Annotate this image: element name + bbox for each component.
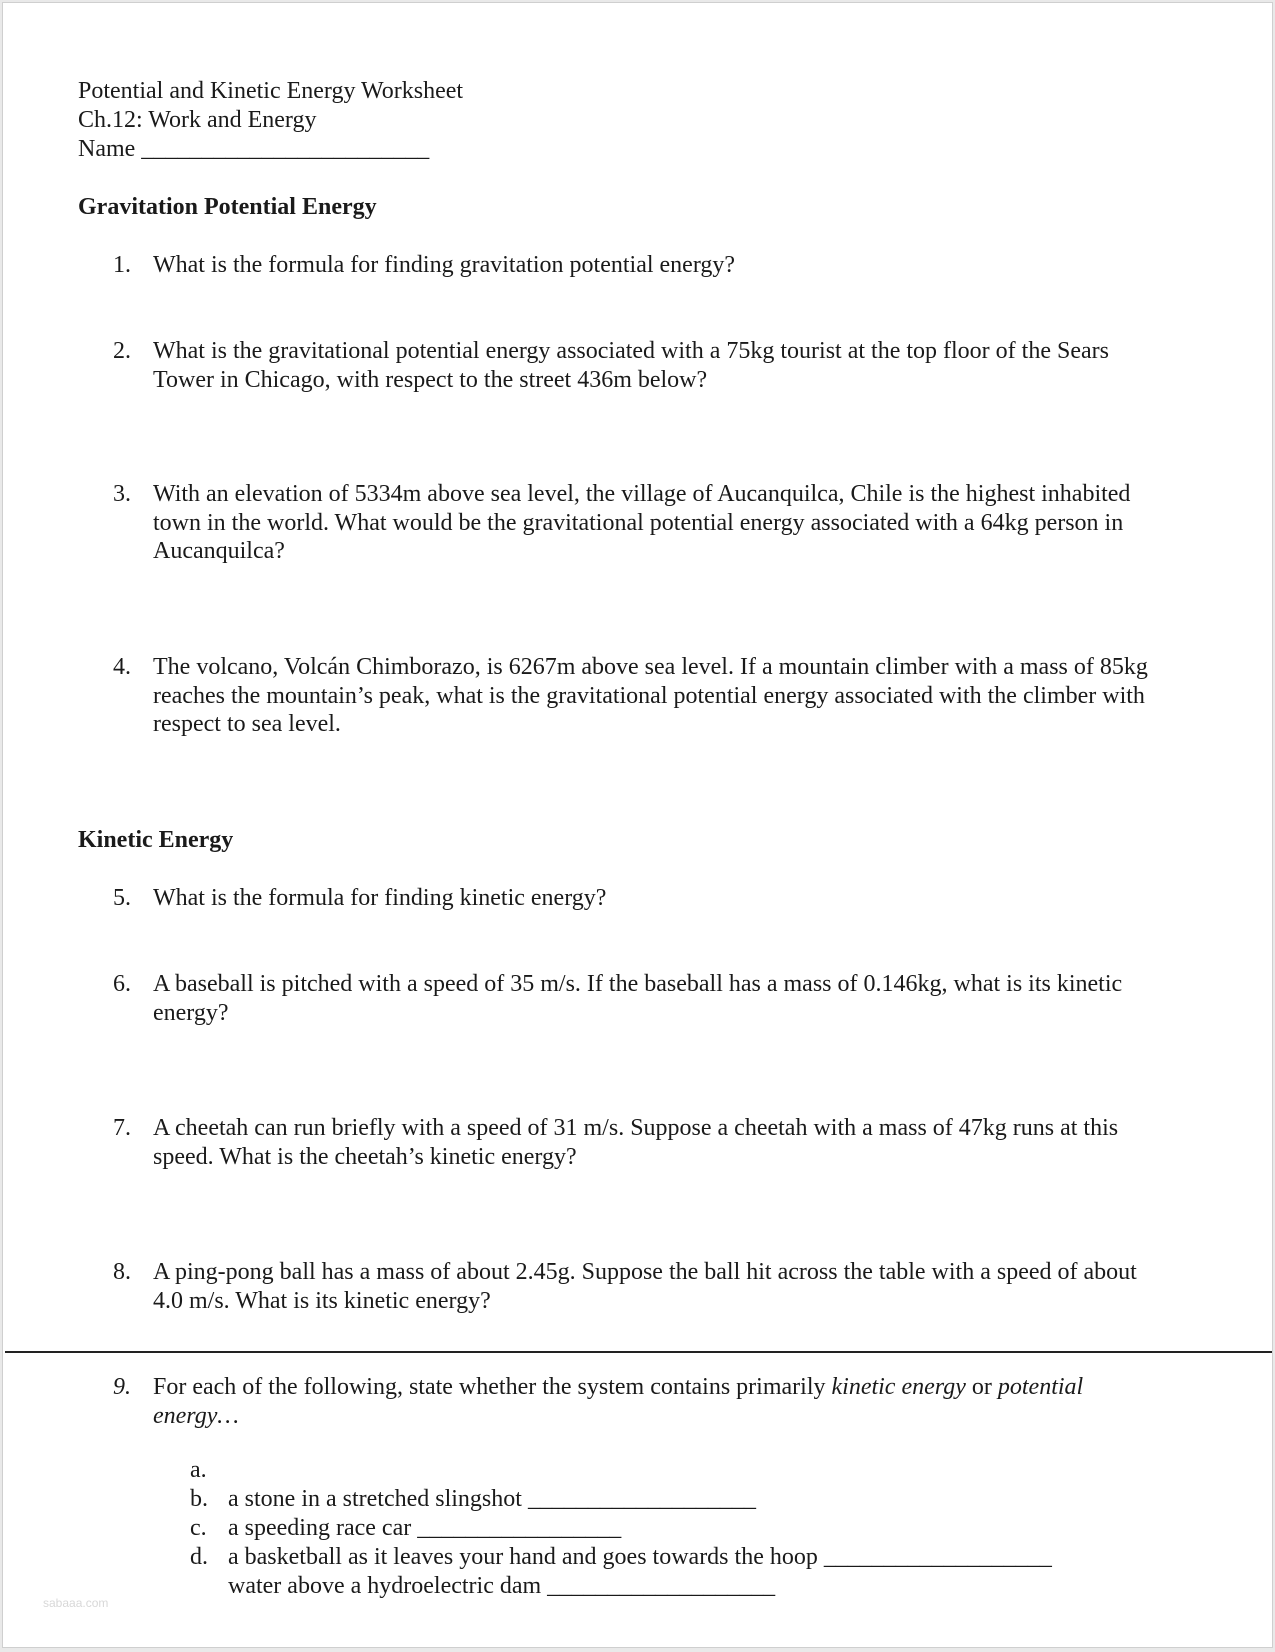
question-text-line: town in the world. What would be the gravitational potential energy associated with a 64kg person in — [153, 509, 1124, 536]
sub-question-letter: c. — [190, 1515, 207, 1541]
question-text-segment: For each of the following, state whether the system contains primarily — [153, 1374, 832, 1400]
sub-question-text: a basketball as it leaves your hand and goes towards the hoop ___________________ — [228, 1544, 1052, 1570]
sub-question-letter: b. — [190, 1486, 208, 1512]
chapter-line: Ch.12: Work and Energy — [78, 107, 317, 133]
emphasis-potential: potential — [997, 1374, 1084, 1400]
horizontal-divider — [5, 1351, 1272, 1353]
name-field-line: Name ________________________ — [78, 136, 430, 162]
question-number: 6. — [113, 971, 131, 997]
section-heading-gravitational: Gravitation Potential Energy — [78, 194, 377, 220]
question-text-line: With an elevation of 5334m above sea level, the village of Aucanquilca, Chile is the highest inhabited — [153, 481, 1131, 507]
worksheet-page — [2, 2, 1273, 1648]
question-text-line: speed. What is the cheetah’s kinetic energy? — [153, 1143, 577, 1170]
question-number: 8. — [113, 1259, 131, 1285]
worksheet-title: Potential and Kinetic Energy Worksheet — [78, 78, 464, 104]
question-number: 3. — [113, 481, 131, 507]
question-text-line: A baseball is pitched with a speed of 35 m/s. If the baseball has a mass of 0.146kg, what is its kinetic — [153, 971, 1123, 997]
sub-question-list — [190, 1427, 1052, 1599]
question-text-line — [153, 1373, 1208, 1402]
question-text: What is the formula for finding gravitation potential energy? — [153, 252, 736, 278]
question-number: 5. — [113, 885, 131, 911]
question-text-line: A cheetah can run briefly with a speed of 31 m/s. Suppose a cheetah with a mass of 47kg runs at this — [153, 1115, 1119, 1141]
question-text-line: Aucanquilca? — [153, 538, 285, 564]
question-text-line: energy… — [153, 1402, 239, 1429]
question-text-line: Tower in Chicago, with respect to the street 436m below? — [153, 366, 708, 393]
question-text-line: reaches the mountain’s peak, what is the gravitational potential energy associated with the climber with — [153, 682, 1145, 709]
emphasis-kinetic: kinetic energy — [831, 1374, 966, 1400]
worksheet-header — [78, 77, 463, 164]
watermark: sabaaa.com — [43, 1596, 109, 1610]
question-number: 4. — [113, 654, 131, 680]
sub-question-text: a speeding race car _________________ — [228, 1515, 622, 1541]
question-text-line: A ping-pong ball has a mass of about 2.45g. Suppose the ball hit across the table with a speed of about — [153, 1259, 1137, 1285]
question-number: 7. — [113, 1115, 131, 1141]
section-heading-kinetic: Kinetic Energy — [78, 827, 234, 853]
sub-question-letter: d. — [190, 1544, 208, 1570]
question-text-line: The volcano, Volcán Chimborazo, is 6267m above sea level. If a mountain climber with a mass of 85kg — [153, 654, 1148, 680]
question-text-line: respect to sea level. — [153, 711, 341, 737]
question-text-line: energy? — [153, 999, 229, 1026]
sub-question-a — [190, 1427, 756, 1512]
sub-question-letter: a. — [190, 1457, 207, 1483]
question-number: 9. — [113, 1374, 131, 1400]
sub-question-text: a stone in a stretched slingshot ___________________ — [228, 1486, 756, 1512]
question-text-line: What is the gravitational potential energy associated with a 75kg tourist at the top floor of the Sears — [153, 338, 1109, 364]
question-number: 1. — [113, 252, 131, 278]
question-text-segment: or — [965, 1374, 998, 1400]
sub-question-text: water above a hydroelectric dam ___________________ — [228, 1573, 776, 1599]
question-number: 2. — [113, 338, 131, 364]
question-text: What is the formula for finding kinetic energy? — [153, 885, 607, 911]
question-text-line: 4.0 m/s. What is its kinetic energy? — [153, 1287, 491, 1314]
